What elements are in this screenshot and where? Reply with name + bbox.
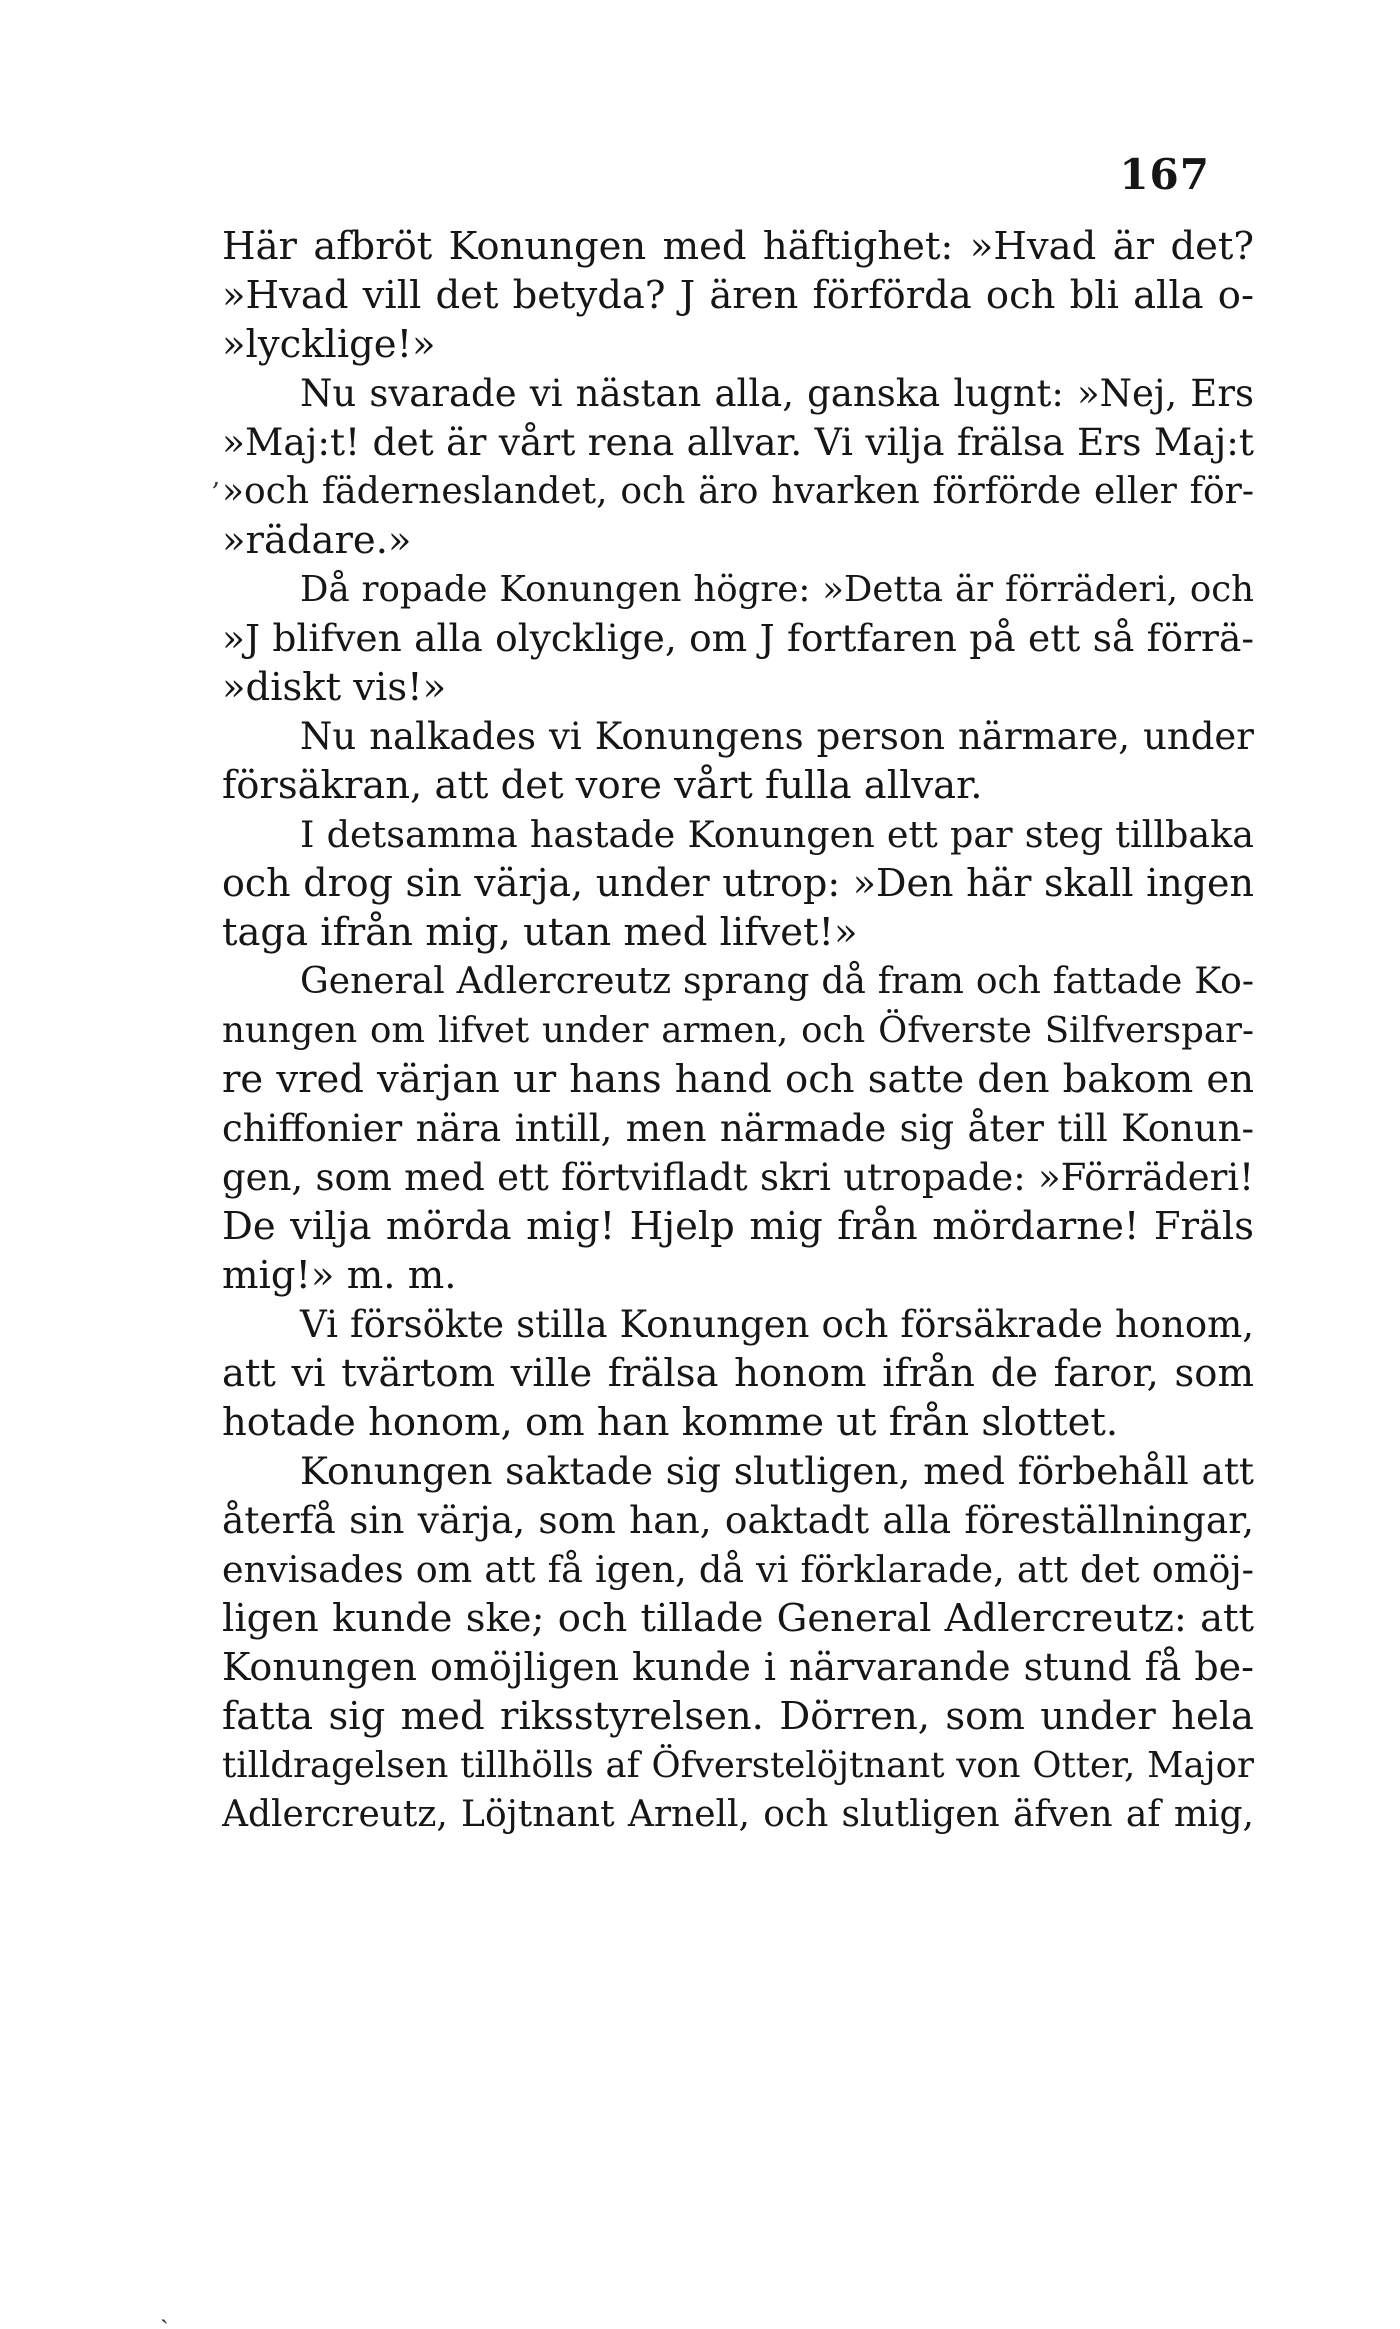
text-line: försäkran, att det vore vårt fulla allvar. bbox=[222, 763, 983, 808]
text-line: I detsamma hastade Konungen ett par steg tillbaka bbox=[300, 813, 1254, 856]
page-number: 167 bbox=[1119, 150, 1210, 199]
text-line: Här afbröt Konungen med häftighet: »Hvad är det? bbox=[222, 224, 1254, 269]
text-line: fatta sig med riksstyrelsen. Dörren, som under hela bbox=[222, 1694, 1254, 1739]
text-line: Då ropade Konungen högre: »Detta är förräderi, och bbox=[300, 569, 1254, 610]
body-text bbox=[222, 222, 1254, 1839]
text-line: nungen om lifvet under armen, och Öfverste Silfverspar- bbox=[222, 1010, 1254, 1051]
text-line: Nu svarade vi nästan alla, ganska lugnt: »Nej, Ers bbox=[300, 372, 1254, 415]
text-line: tilldragelsen tillhölls af Öfverstelöjtnant von Otter, Major bbox=[222, 1745, 1254, 1786]
text-line: Adlercreutz, Löjtnant Arnell, och slutligen äfven af mig, bbox=[222, 1794, 1254, 1835]
text-line: »Hvad vill det betyda? J ären förförda och bli alla o- bbox=[222, 273, 1254, 318]
text-line: gen, som med ett förtvifladt skri utropade: »Förräderi! bbox=[222, 1156, 1254, 1199]
text-line: »J blifven alla olycklige, om J fortfaren på ett så förrä- bbox=[222, 616, 1254, 660]
text-line: envisades om att få igen, då vi förklarade, att det omöj- bbox=[222, 1548, 1254, 1591]
text-line: »och fäderneslandet, och äro hvarken förförde eller för- bbox=[222, 471, 1254, 512]
text-line: och drog sin värja, under utrop: »Den här skall ingen bbox=[222, 861, 1254, 905]
text-line: Nu nalkades vi Konungens person närmare, under bbox=[300, 715, 1254, 758]
text-line: re vred värjan ur hans hand och satte den bakom en bbox=[222, 1057, 1254, 1102]
text-line: Vi försökte stilla Konungen och försäkrade honom, bbox=[300, 1303, 1254, 1346]
text-line: chiffonier nära intill, men närmade sig åter till Konun- bbox=[222, 1107, 1254, 1150]
text-line: Konungen omöjligen kunde i närvarande stund få be- bbox=[222, 1645, 1254, 1689]
text-line: »rädare.» bbox=[222, 518, 412, 563]
text-line: »diskt vis!» bbox=[222, 665, 447, 710]
text-line: hotade honom, om han komme ut från slottet. bbox=[222, 1400, 1119, 1445]
text-line: General Adlercreutz sprang då fram och fattade Ko- bbox=[300, 961, 1254, 1002]
text-line: återfå sin värja, som han, oaktadt alla föreställningar, bbox=[222, 1498, 1254, 1542]
text-line: »Maj:t! det är vårt rena allvar. Vi vilja frälsa Ers Maj:t bbox=[222, 420, 1254, 464]
text-line: »lycklige!» bbox=[222, 322, 436, 367]
text-line: taga ifrån mig, utan med lifvet!» bbox=[222, 910, 858, 955]
text-line: De vilja mörda mig! Hjelp mig från mördarne! Fräls bbox=[222, 1204, 1254, 1249]
margin-mark: , bbox=[212, 462, 221, 492]
text-line: mig!» m. m. bbox=[222, 1253, 457, 1298]
margin-mark: ˏ bbox=[160, 2295, 169, 2325]
text-line: ligen kunde ske; och tillade General Adlercreutz: att bbox=[222, 1596, 1254, 1641]
text-line: att vi tvärtom ville frälsa honom ifrån de faror, som bbox=[222, 1351, 1254, 1396]
text-line: Konungen saktade sig slutligen, med förbehåll att bbox=[300, 1449, 1254, 1493]
